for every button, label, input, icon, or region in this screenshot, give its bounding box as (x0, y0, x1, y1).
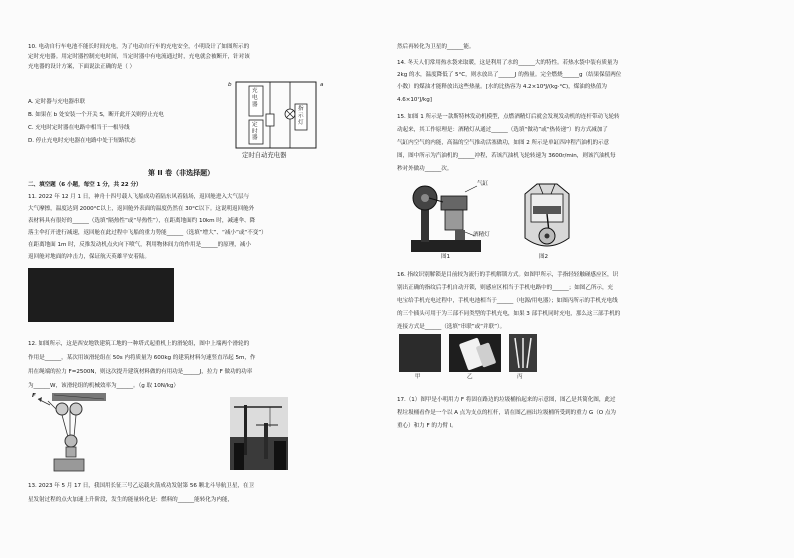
pulley-label-f: F (32, 393, 36, 399)
q14-line-1: 14. 冬天人们常用热水袋来取暖，这是利用了水的______大的特性。若热水袋中装有质量为 (397, 60, 618, 66)
q12-crane-photo (230, 397, 288, 470)
powerbank-svg (449, 334, 501, 372)
q17-line-1: 17.（1）图甲是小明用力 F 将固在路边的垃圾桶抬起来的示意图，图乙是其简化图，此过 (397, 397, 616, 403)
q10-line-3: 充电器的设计方案，下面说法正确的是（ ） (28, 64, 136, 70)
part2-subtitle: 二、填空题（6 小题，每空 1 分，共 22 分） (28, 182, 142, 188)
q11-line-2: 大气摩擦，温度达到 2000°C以上，返回舱外表面的温度仍然在 30°C以下。这说明返回舱外 (28, 206, 255, 212)
crane-photo-svg (230, 397, 288, 470)
q15-line-2: 动起来，其工作原理是：酒精灯从通过______（选填“做功”或“热传递”）的方式减加了 (397, 127, 608, 133)
circuit-timer-label: 定时器 (252, 122, 258, 141)
q16-line-2: 别出正确的指纹后手机自动开锁，则感应区相当于手机电路中的______；如图乙所示，充 (397, 285, 614, 291)
part2-title: 第 II 卷（非选择题） (148, 169, 215, 177)
q12-line-3: 用在绳端的拉力 F=2500N，则这次提升建筑材料做的有用功是______J，拉力 F 做功的功率 (28, 369, 253, 375)
circuit-caption: 定时自动充电器 (242, 151, 287, 159)
q11-line-4: 落主伞打开进行减速，返回舱在此过程中飞船的重力势能______（选填“增大”、“减小”或“不变”） (28, 230, 267, 236)
q15-line-3: 气缸内空气的内能，高温的空气推动活塞做功，如图 2 所示是单缸四冲程汽油机的示意 (397, 140, 610, 146)
q11-landing-photo (28, 268, 174, 322)
q16-line-5: 连接方式是______（选填“串联”或“并联”）。 (397, 324, 506, 330)
q11-line-5: 在距离地面 1m 时，反推发动机点火向下喷气，利用物体间力的作用是______的原理，减小 (28, 242, 251, 248)
q11-line-1: 11. 2022 年 12 月 1 日，神舟十四号载人飞船成功着陆东风着陆场，返回舱进入大气层与 (28, 194, 250, 200)
q15-line-4: 图，图中所示为汽油机的______冲程，若该汽油机飞轮转速为 3600r/min，则该汽油机每 (397, 153, 616, 159)
q10-circuit-diagram (228, 74, 328, 166)
q10-option-c: C. 充电时定时器在电路中相当于一根导线 (28, 125, 130, 131)
q16-cable-photo (509, 334, 537, 372)
engine-svg (515, 180, 579, 262)
q12-line-4: 为______W，该滑轮组的机械效率为______。（g 取 10N/kg） (28, 383, 179, 389)
circuit-charger-label: 充电器 (252, 88, 258, 108)
q14-line-4: 4.6×10⁷J/kg] (397, 97, 432, 103)
q10-option-d: D. 停止充电时充电器在电路中处于短路状态 (28, 138, 136, 144)
q16-line-1: 16. 指纹识别解锁是目前较为流行的手机解锁方式。如图甲所示，手指轻轻触碰感应区，识 (397, 272, 619, 278)
circuit-label-b: b (228, 82, 232, 88)
q10-line-1: 10. 电动自行车电池不能长时间充电，为了电动自行车的充电安全，小明设计了如图所示的 (28, 44, 250, 50)
q10-option-a: A. 定时器与充电器串联 (28, 99, 86, 105)
q11-line-3: 表材料具有很好的______（选填“隔热性”或“导热性”），在距离地面约 10km 时，减速伞、降 (28, 218, 256, 224)
q15-engine-figure (515, 180, 579, 262)
q11-line-6: 返回舱对地面的冲击力，保证航天英雄平安着陆。 (28, 254, 150, 260)
q10-line-2: 定时充电器。用定时器控制充电时间，当定时器中有电流通过时，充电就会被断开，针对该 (28, 54, 250, 60)
fig-label-jia: 甲 (415, 374, 421, 380)
q16-line-3: 电宝给手机充电过程中，手机电池相当于______（电源/用电器）；如图丙所示的手机充电线 (397, 298, 618, 304)
q17-line-3: 重心）和力 F 的力臂 l。 (397, 423, 457, 429)
q12-pulley-figure (30, 393, 106, 473)
q13-line-1: 13. 2023 年 5 月 17 日，我国用长征三号乙运载火箭成功发射第 56 颗北斗导航卫星，在卫 (28, 483, 255, 489)
q16-powerbank-photo (449, 334, 501, 372)
circuit-label-a: a (320, 82, 324, 88)
q10-option-b: B. 如果在 b 处安装一个开关 S，断开此开关则停止充电 (28, 112, 164, 118)
q14-line-3: 小数）的煤油才能释放出这些热量。[水的比热容为 4.2×10³J/(kg·°C)，煤油的热值为 (397, 84, 607, 90)
stirling-lamp-label: 酒精灯 (473, 232, 490, 238)
pulley-svg (30, 393, 106, 473)
q13-line-2: 星发射过程的点火加速上升阶段，发生的能量转化是：燃料的______能转化为内能， (28, 497, 233, 503)
q12-line-2: 作用是______，某次用该滑轮组在 50s 内将质量为 600kg 的建筑材料匀速竖直吊起 5m，作 (28, 355, 256, 361)
cable-svg (509, 334, 537, 372)
q16-line-4: 的三个插头可用于为三部不同类型的手机充电，如果 3 部手机同时充电，那么这三部手机的 (397, 311, 621, 317)
fig-label-yi: 乙 (467, 374, 473, 380)
figure-2-label: 图2 (539, 254, 549, 260)
circuit-lamp-label: 指示灯 (298, 106, 304, 126)
q17-line-2: 程垃圾桶看作是一个以 A 点为支点的杠杆，请在图乙画出垃圾桶所受到的重力 G（O 点为 (397, 410, 616, 416)
figure-1-label: 图1 (441, 254, 451, 260)
stirling-cylinder-label: 气缸 (477, 181, 489, 187)
q13-continued: 然后再转化为卫星的______能。 (397, 44, 475, 50)
fig-label-bing: 丙 (517, 374, 523, 380)
q16-fingerprint-photo (399, 334, 441, 372)
stirling-svg (411, 178, 501, 262)
q14-line-2: 2kg 的水，温度降低了 5°C，则水放出了______J 的热量。完全燃烧______g（结果保留两位 (397, 72, 622, 78)
q15-line-5: 秒对外做功______次。 (397, 166, 453, 172)
q15-stirling-figure (411, 178, 501, 262)
q12-line-1: 12. 如图所示，这是西安地铁建筑工地的一种塔式起重机上的滑轮组，图中上端两个滑轮的 (28, 341, 250, 347)
q15-line-1: 15. 如图 1 所示是一款斯特林发动机模型，点燃酒精灯后就会发现发动机的连杆带动飞轮转 (397, 114, 620, 120)
